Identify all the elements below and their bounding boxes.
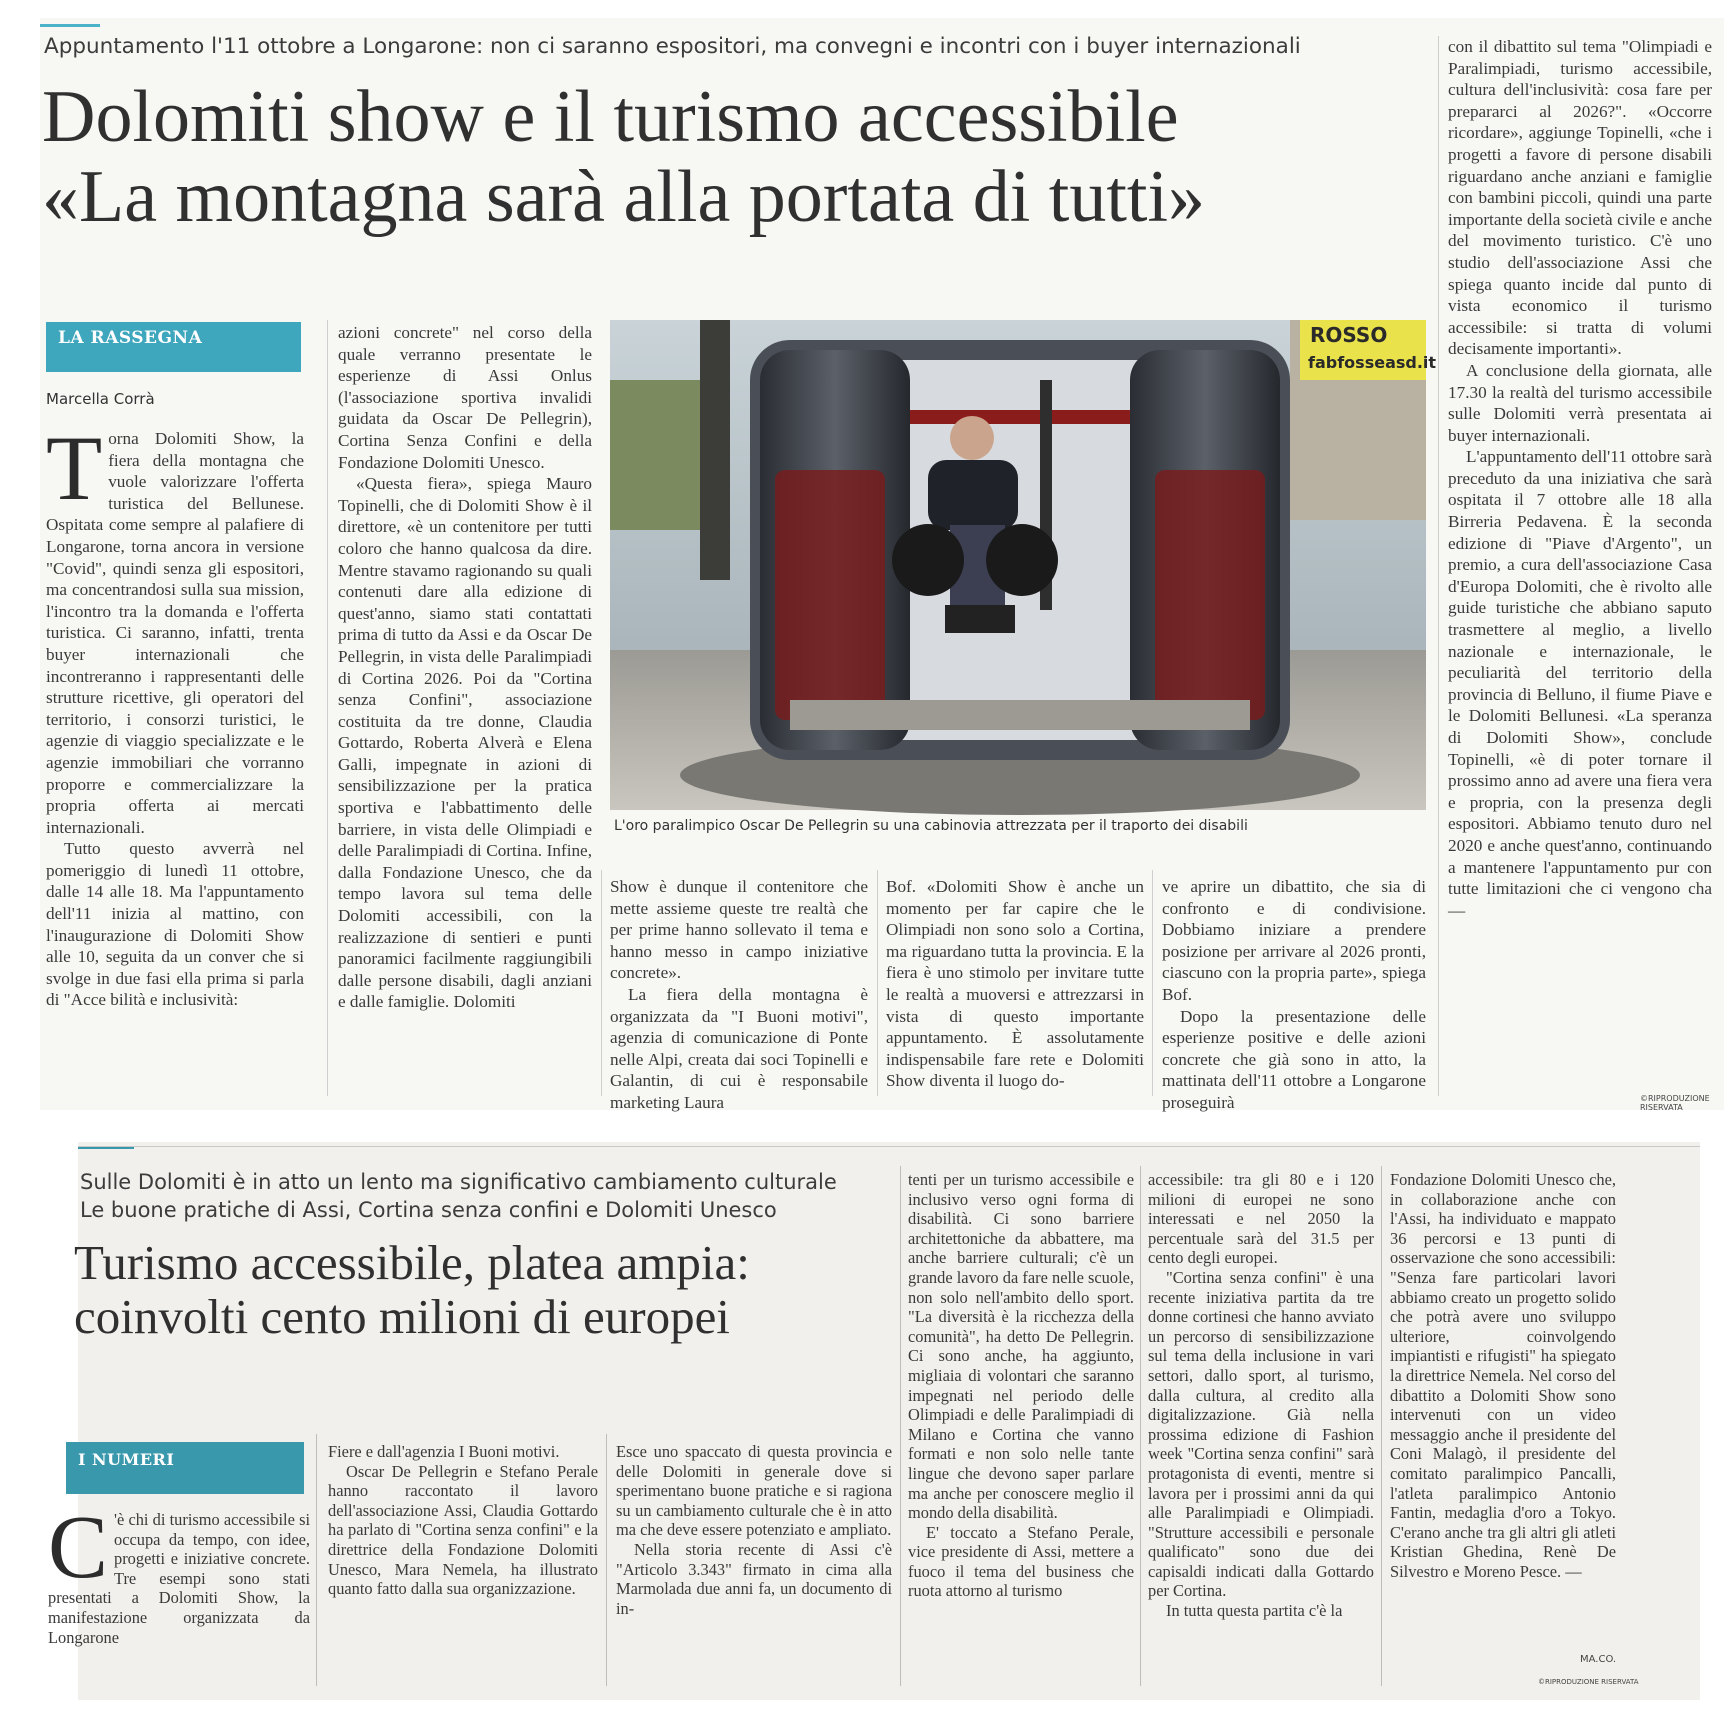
article-column-4 bbox=[908, 1170, 1134, 1686]
paragraph: Bof. «Dolomiti Show è anche un momento per far capire che le Olimpiadi non sono solo a Cortina, ma riguardano tutta la provincia. E la fiera è uno stimolo per invitare tutte le realtà a muoversi e attrezzarsi in vista di questo importante appuntamento. È assolutamente indispensabile fare rete e Dolomiti Show diventa il luogo do- bbox=[886, 877, 1144, 1091]
paragraph: E' toccato a Stefano Perale, vice presidente di Assi, mettere a fuoco il tema del business che ruota attorno al turismo bbox=[908, 1522, 1134, 1601]
paragraph: A conclusione della giornata, alle 17.30 la realtà del turismo accessibile sulle Dolomiti verrà presentata ai buyer internazionali. bbox=[1448, 360, 1712, 445]
headline-line-2: «La montagna sarà alla portata di tutti» bbox=[42, 156, 1206, 238]
column-divider bbox=[1140, 1166, 1141, 1686]
paragraph: Esce uno spaccato di questa provincia e delle Dolomiti in generale dove si sperimentano buone pratiche e si ragiona su un cambiamento culturale che è in atto ma che deve essere potenziato e ampliato. bbox=[616, 1442, 892, 1540]
article-column-3 bbox=[610, 876, 868, 1112]
column-divider bbox=[900, 1166, 901, 1686]
sign-text: ROSSO bbox=[1310, 323, 1388, 347]
author-initials: MA.CO. bbox=[1580, 1654, 1617, 1665]
rights-notice: ©RIPRODUZIONE RISERVATA bbox=[1538, 1678, 1639, 1686]
column-divider bbox=[1438, 36, 1439, 1096]
photo-illustration bbox=[610, 320, 1437, 810]
article-turismo-accessibile bbox=[48, 1142, 1700, 1700]
sign-text: fabfosseasd.it bbox=[1308, 353, 1437, 372]
drop-cap: T bbox=[46, 417, 103, 519]
paragraph: La fiera della montagna è organizzata da "I Buoni motivi", agenzia di comunicazione di Ponte nelle Alpi, creata dai soci Topinelli e Galantin, di cui è responsabile marketing Laura bbox=[610, 984, 868, 1112]
top-rule bbox=[78, 1146, 1700, 1147]
column-divider bbox=[316, 1434, 317, 1686]
section-label: LA RASSEGNA bbox=[46, 322, 301, 372]
article-column-6 bbox=[1390, 1170, 1616, 1650]
paragraph: accessibile: tra gli 80 e i 120 milioni di europei ne sono interessati e nel 2050 la percentuale sarà del 31.5 per cento degli europei. bbox=[1148, 1170, 1374, 1268]
article-column-1 bbox=[48, 1498, 310, 1686]
paragraph: Tutto questo avverrà nel pomeriggio di lunedì 11 ottobre, dalle 14 alle 18. Ma l'appuntamento dell'11 inizia al mattino, con l'inaugurazione di Dolomiti Show alle 10, seguita da un conver che si svolge in due fasi ella prima si parla di "Acce bilità e inclusività: bbox=[46, 839, 304, 1010]
paragraph: tenti per un turismo accessibile e inclusivo verso ogni forma di disabilità. Ci sono barriere architettoniche da abbattere, ma anche barriere culturali; c'è un grande lavoro da fare nelle scuole, non solo nell'ambito dello sport. "La diversità è la ricchezza della comunità", ha detto De Pellegrin. Ci sono anche, ha aggiunto, migliaia di volontari che saranno impegnati nel periodo delle Olimpiadi e delle Paralimpiadi di Milano e Cortina che vanno formati e non solo nelle tante lingue che devono saper parlare ma anche per conoscere meglio il mondo della disabilità. bbox=[908, 1170, 1134, 1523]
article-column-2 bbox=[328, 1442, 598, 1686]
paragraph: azioni concrete" nel corso della quale verranno presentate le esperienze di Assi Onlus (l'associazione sportiva invalidi guidata da Oscar De Pellegrin), Cortina Senza Confini e della Fondazione Dolomiti Unesco. bbox=[338, 323, 592, 472]
column-divider bbox=[606, 1434, 607, 1686]
article-column-2 bbox=[338, 322, 592, 1094]
column-divider bbox=[1152, 870, 1153, 1096]
byline: Marcella Corrà bbox=[46, 390, 155, 408]
photo-cable-car-cabin bbox=[610, 320, 1437, 810]
column-divider bbox=[877, 870, 878, 1096]
paragraph: orna Dolomiti Show, la fiera della montagna che vuole valorizzare l'offerta turistica del Bellunese. Ospitata come sempre al palafiere di Longarone, torna ancora in versione "Covid", quindi senza gli espositori, ma concentrandosi sulla sua mission, l'incontro tra la domanda e l'offerta turistica. Ci saranno, infatti, trenta buyer internazionali che incontreranno i rappresentanti delle strutture ricettive, gli operatori del territorio, i consorzi turistici, le agenzie di viaggio specializzate e le agenzie immobiliari che vorranno proporre e commercializzare la propria offerta ai mercati internazionali. bbox=[46, 429, 304, 837]
paragraph: L'appuntamento dell'11 ottobre sarà preceduto da una iniziativa che sarà ospitata il 7 ottobre alle 18 alla Birreria Pedavena. È la seconda edizione di "Piave d'Argento", un premio, a cura dell'associazione Casa d'Europa Dolomiti, che è rivolto alle guide turistiche che abbiano saputo trasmettere al meglio, a livello nazionale e internazionale, le peculiarità del territorio della provincia di Belluno, il fiume Piave e le Dolomiti Bellunesi. «La speranza di Dolomiti Show», conclude Topinelli, «è di poter tornare il prossimo anno ad avere una fiera vera e propria, con la presenza degli espositori. Abbiamo tenuto duro nel 2020 e anche quest'anno, continuando a mantenere l'appuntamento pur con tutte limitazioni che ci vengono cha — bbox=[1448, 447, 1712, 920]
paragraph: Fondazione Dolomiti Unesco che, in collaborazione anche con l'Assi, ha individuato e mappato 36 percorsi e 13 punti di osservazione che sono accessibili: "Senza fare particolari lavori abbiamo creato un progetto solido che potrà avere uno sviluppo ulteriore, coinvolgendo impiantisti e rifugisti" ha spiegato la direttrice Nemela. Nel corso del dibattito a Dolomiti Show sono intervenuti con un video messaggio anche il presidente del Coni Malagò, il presidente del comitato paralimpico Pancalli, l'atleta paralimpico Antonio Fantin, medaglia d'oro a Tokyo. C'erano anche tra gli altri gli atleti Kristian Ghedina, Renè De Silvestro e Moreno Pesce. — bbox=[1390, 1170, 1616, 1581]
column-divider bbox=[1381, 1166, 1382, 1686]
paragraph: Oscar De Pellegrin e Stefano Perale hanno raccontato il lavoro dell'associazione Assi, Claudia Gottardo ha parlato di "Cortina senza confini" e la direttrice della Fondazione Dolomiti Unesco, Mara Nemela, ha illustrato quanto fatto dalla sua organizzazione. bbox=[328, 1461, 598, 1599]
kicker-line-1: Sulle Dolomiti è in atto un lento ma significativo cambiamento culturale bbox=[80, 1170, 837, 1194]
rights-notice: ©RIPRODUZIONE RISERVATA bbox=[1640, 1094, 1710, 1112]
paragraph: Fiere e dall'agenzia I Buoni motivi. bbox=[328, 1442, 560, 1461]
headline-line-1: Dolomiti show e il turismo accessibile bbox=[42, 76, 1179, 158]
article-column-6 bbox=[1448, 36, 1712, 1088]
paragraph: «Questa fiera», spiega Mauro Topinelli, che di Dolomiti Show è il direttore, «è un contenitore per tutti coloro che hanno qualcosa da dire. Mentre stavamo ragionando su quali contenuti dare alla edizione di quest'anno, siamo stati contattati prima di tutto da Assi e da Oscar De Pellegrin, in vista delle Paralimpiadi di Cortina 2026. Poi da "Cortina senza Confini", associazione costituita da tre donne, Claudia Gottardo, Roberta Alverà e Elena Galli, impegnate in azioni di sensibilizzazione per la pratica sportiva e l'abbattimento delle barriere, in vista delle Olimpiadi e delle Paralimpiadi di Cortina. Infine, dalla Fondazione Unesco, che da tempo lavora sul tema delle Dolomiti accessibili, con la realizzazione di sentieri e punti panoramici facilmente raggiungibili dalle persone disabili, dagli anziani e dalle famiglie. Dolomiti bbox=[338, 474, 592, 1012]
article-dolomiti-show bbox=[40, 18, 1724, 1110]
paragraph: In tutta questa partita c'è la bbox=[1166, 1601, 1343, 1621]
paragraph: Dopo la presentazione delle esperienze positive e delle azioni concrete che già sono in atto, la mattinata dell'11 ottobre a Longarone proseguirà bbox=[1162, 1006, 1426, 1112]
accent-bar bbox=[40, 24, 100, 27]
column-divider bbox=[601, 870, 602, 1096]
kicker-line-2: Le buone pratiche di Assi, Cortina senza confini e Dolomiti Unesco bbox=[80, 1198, 777, 1222]
photo-caption: L'oro paralimpico Oscar De Pellegrin su una cabinovia attrezzata per il traporto dei disabili bbox=[614, 818, 1248, 834]
paragraph: 'è chi di turismo accessibile si occupa da tempo, con idee, progetti e iniziative concrete. Tre esempi sono stati presentati a Dolomiti Show, la manifestazione organizzata da Longarone bbox=[48, 1510, 310, 1647]
paragraph: Nella storia recente di Assi c'è "Articolo 3.343" firmato in cima alla Marmolada due anni fa, un documento di in- bbox=[616, 1539, 892, 1618]
paragraph: Show è dunque il contenitore che mette assieme queste tre realtà che per prime hanno sollevato il tema e hanno messo in campo iniziative concrete». bbox=[610, 877, 868, 983]
paragraph: ve aprire un dibattito, che sia di confronto e di condivisione. Dobbiamo iniziare a prendere posizione per arrivare al 2026 pronti, ciascuno con la propria parte», spiega Bof. bbox=[1162, 877, 1426, 1004]
drop-cap: C bbox=[48, 1498, 109, 1597]
paragraph: con il dibattito sul tema "Olimpiadi e Paralimpiadi, turismo accessibile, cultura dell'inclusività: cosa fare per prepararci al 2026?". «Occorre ricordare», aggiunge Topinelli, «che i progetti a favore di persone disabili riguardano anche anziani e famiglie con bambini piccoli, quindi una parte importante della società civile e anche del movimento turistico. C'è uno studio dell'associazione Assi che spiega quanto incide dal punto di vista economico il turismo accessibile: si tratta di volumi decisamente importanti». bbox=[1448, 37, 1712, 359]
paragraph: "Cortina senza confini" è una recente iniziativa partita da tre donne cortinesi che hanno avviato un percorso di sensibilizzazione sul tema della inclusione in vari settori, dallo sport, al turismo, dalla cultura, al credito alla digitalizzazione. Già nella prossima edizione di Fashion week "Cortina senza confini" sarà protagonista di eventi, mentre si lavora per i prossimi anni da qui alle Paralimpiadi e Olimpiadi. "Strutture accessibili e personale qualificato" sono due dei capisaldi indicati dalla Gottardo per Cortina. bbox=[1148, 1267, 1374, 1601]
article-column-5 bbox=[1162, 876, 1426, 1112]
article-column-3 bbox=[616, 1442, 892, 1686]
headline-line-1: Turismo accessibile, platea ampia: bbox=[74, 1235, 750, 1290]
article-kicker: Appuntamento l'11 ottobre a Longarone: non ci saranno espositori, ma convegni e incontri con i buyer internazionali bbox=[44, 34, 1301, 59]
headline-line-2: coinvolti cento milioni di europei bbox=[74, 1289, 730, 1344]
article-column-4 bbox=[886, 876, 1144, 1094]
column-divider bbox=[327, 320, 328, 1096]
section-label: I NUMERI bbox=[66, 1442, 304, 1494]
article-column-5 bbox=[1148, 1170, 1374, 1686]
article-column-1 bbox=[46, 417, 304, 1094]
